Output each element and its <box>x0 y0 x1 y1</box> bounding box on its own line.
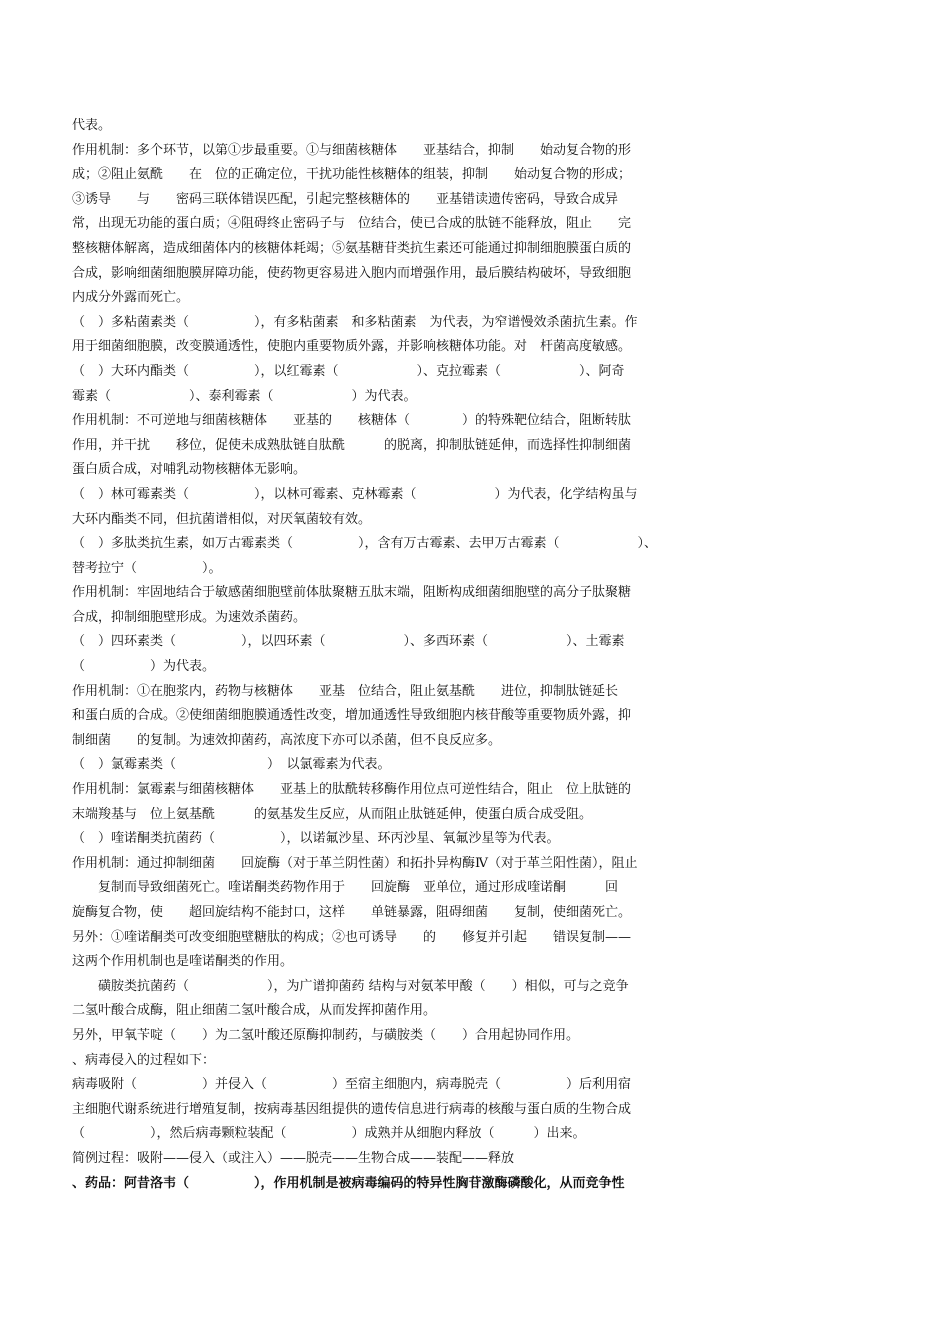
text-line: 主细胞代谢系统进行增殖复制，按病毒基因组提供的遗传信息进行病毒的核酸与蛋白质的生物合成 <box>72 1101 632 1117</box>
text-line: （ ）氯霉素类（ ） 以氯霉素为代表。 <box>72 757 391 773</box>
text-line: （ ），然后病毒颗粒装配（ ）成熟并从细胞内释放（ ）出来。 <box>72 1126 586 1142</box>
text-line: 复制而导致细菌死亡。喹诺酮类药物作用于 回旋酶 亚单位，通过形成喹诺酮 回 <box>72 880 619 896</box>
text-line: 代表。 <box>72 118 112 133</box>
text-line: 二氢叶酸合成酶，阻止细菌二氢叶酸合成，从而发挥抑菌作用。 <box>72 1003 437 1019</box>
text-line: 作用机制：不可逆地与细菌核糖体 亚基的 核糖体（ ）的特殊靶位结合，阻断转肽 <box>72 413 632 429</box>
text-line: （ ）大环内酯类（ ），以红霉素（ ）、克拉霉素（ ）、阿奇 <box>72 363 625 379</box>
text-line: （ ）林可霉素类（ ），以林可霉素、克林霉素（ ）为代表，化学结构虽与 <box>72 486 638 502</box>
text-line: 制细菌 的复制。为速效抑菌药，高浓度下亦可以杀菌，但不良反应多。 <box>72 732 502 748</box>
text-line: 作用机制：牢固地结合于敏感菌细胞壁前体肽聚糖五肽末端，阻断构成细菌细胞壁的高分子肽聚糖 <box>72 585 632 601</box>
text-line: （ ）多肽类抗生素，如万古霉素类（ ），含有万古霉素、去甲万古霉素（ ）、 <box>72 536 658 552</box>
text-line: 作用机制：通过抑制细菌 回旋酶（对于革兰阴性菌）和拓扑异构酶Ⅳ（对于革兰阳性菌），阻止 <box>72 855 638 871</box>
text-line: 简例过程：吸附——侵入（或注入）——脱壳——生物合成——装配——释放 <box>72 1150 515 1166</box>
text-line: 用于细菌细胞膜，改变膜通透性，使胞内重要物质外露，并影响核糖体功能。对 杆菌高度敏感。 <box>72 339 632 355</box>
text-line: 另外：①喹诺酮类可改变细胞壁糖肽的构成；②也可诱导 的 修复并引起 错误复制—— <box>72 929 632 945</box>
text-line: （ ）为代表。 <box>72 659 216 675</box>
text-line: 、病毒侵入的过程如下： <box>72 1052 216 1068</box>
text-line: 作用机制：①在胞浆内，药物与核糖体 亚基 位结合，阻止氨基酰 进位，抑制肽链延长 <box>72 683 619 699</box>
text-line: 作用机制：氯霉素与细菌核糖体 亚基上的肽酰转移酶作用位点可逆性结合，阻止 位上肽链的 <box>72 782 632 798</box>
text-line: 病毒吸附（ ）并侵入（ ）至宿主细胞内，病毒脱壳（ ）后利用宿 <box>72 1077 632 1093</box>
text-line: 霉素（ ）、泰利霉素（ ）为代表。 <box>72 388 417 404</box>
text-line: 磺胺类抗菌药（ ），为广谱抑菌药 结构与对氨苯甲酸（ ）相似，可与之竞争 <box>72 978 629 994</box>
text-line: 合成，影响细菌细胞膜屏障功能，使药物更容易进入胞内而增强作用，最后膜结构破坏，导致细胞 <box>72 265 632 281</box>
text-line: 另外，甲氧苄啶（ ）为二氢叶酸还原酶抑制药，与磺胺类（ ）合用起协同作用。 <box>72 1027 580 1043</box>
document-body <box>72 114 692 1196</box>
text-line: 末端羧基与 位上氨基酰 的氨基发生反应，从而阻止肽链延伸，使蛋白质合成受阻。 <box>72 806 593 822</box>
text-line: 大环内酯类不同，但抗菌谱相似，对厌氧菌较有效。 <box>72 511 372 527</box>
text-line: 旋酶复合物，使 超回旋结构不能封口，这样 单链暴露，阻碍细菌 复制，使细菌死亡。 <box>72 905 632 920</box>
text-line: （ ）四环素类（ ），以四环素（ ）、多西环素（ ）、土霉素 <box>72 634 625 650</box>
text-line: ③诱导 与 密码三联体错误匹配，引起完整核糖体的 亚基错读遗传密码，导致合成异 <box>72 191 619 207</box>
text-line: 合成，抑制细胞壁形成。为速效杀菌药。 <box>72 609 307 625</box>
text-line: 整核糖体解离，造成细菌体内的核糖体耗竭；⑤氨基糖苷类抗生素还可能通过抑制细胞膜蛋白质的 <box>72 240 632 256</box>
text-line: 作用机制：多个环节，以第①步最重要。①与细菌核糖体 亚基结合，抑制 始动复合物的形 <box>72 142 632 158</box>
text-line: 成；②阻止氨酰 在 位的正确定位，干扰功能性核糖体的组装，抑制 始动复合物的形成； <box>72 167 632 183</box>
text-line: 这两个作用机制也是喹诺酮类的作用。 <box>72 954 294 970</box>
text-line: （ ）喹诺酮类抗菌药（ ），以诺氟沙星、环丙沙星、氧氟沙星等为代表。 <box>72 831 560 847</box>
text-line: 作用，并干扰 移位，促使未成熟肽链自肽酰 的脱离，抑制肽链延伸，而选择性抑制细菌 <box>72 437 632 453</box>
text-line: 和蛋白质的合成。②使细菌细胞膜通透性改变，增加通透性导致细胞内核苷酸等重要物质外露，抑 <box>72 708 632 724</box>
text-line: 替考拉宁（ ）。 <box>72 560 222 576</box>
text-line: 常，出现无功能的蛋白质；④阻碍终止密码子与 位结合，使已合成的肽链不能释放，阻止 完 <box>72 216 632 232</box>
text-line: 蛋白质合成，对哺乳动物核糖体无影响。 <box>72 462 307 478</box>
text-line: （ ）多粘菌素类（ ），有多粘菌素 和多粘菌素 为代表，为窄谱慢效杀菌抗生素。作 <box>72 314 638 330</box>
text-line: 、药品：阿昔洛韦（ ），作用机制是被病毒编码的特异性胸苷激酶磷酸化，从而竞争性 <box>72 1175 625 1191</box>
text-line: 内成分外露而死亡。 <box>72 290 190 306</box>
